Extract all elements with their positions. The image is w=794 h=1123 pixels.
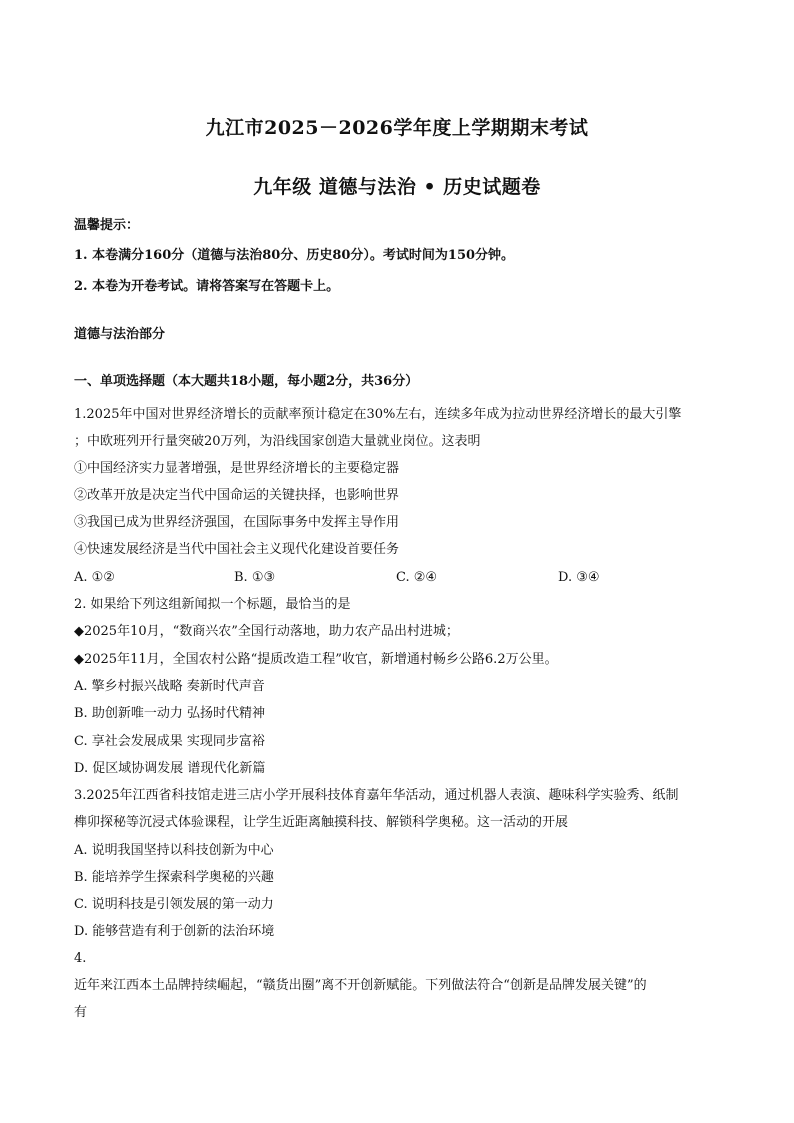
question-1-option-c: C. ②④	[396, 570, 438, 585]
question-2-news-item: ◆2025年10月，“数商兴农”全国行动落地，助力农产品出村进城；	[74, 624, 459, 639]
question-1-option-a: A. ①②	[74, 570, 115, 585]
question-1-statement: ②改革开放是决定当代中国命运的关键抉择，也影响世界	[74, 488, 400, 503]
question-3-stem: 榫卯探秘等沉浸式体验课程，让学生近距离触摸科技、解锁科学奥秘。这一活动的开展	[74, 815, 569, 830]
question-1-statement: ③我国已成为世界经济强国，在国际事务中发挥主导作用	[74, 515, 400, 530]
question-4-stem: 有	[74, 1005, 88, 1020]
question-1-option-b: B. ①③	[234, 570, 276, 585]
question-2-option-d: D. 促区域协调发展 谱现代化新篇	[74, 761, 266, 776]
question-1-statement: ④快速发展经济是当代中国社会主义现代化建设首要任务	[74, 542, 400, 557]
section-heading: 一、单项选择题（本大题共18小题，每小题2分，共36分）	[74, 374, 419, 389]
question-3-stem: 3.2025年江西省科技馆走进三店小学开展科技体育嘉年华活动，通过机器人表演、趣味科学实验秀、纸制	[74, 788, 679, 803]
question-2-option-c: C. 享社会发展成果 实现同步富裕	[74, 734, 265, 749]
question-1-option-d: D. ③④	[558, 570, 600, 585]
question-1-stem: 1.2025年中国对世界经济增长的贡献率预计稳定在30%左右，连续多年成为拉动世界经济增长的最大引擎	[74, 407, 682, 422]
question-3-option-c: C. 说明科技是引领发展的第一动力	[74, 897, 274, 912]
question-1-stem: ；中欧班列开行量突破20万列，为沿线国家创造大量就业岗位。这表明	[74, 434, 481, 449]
question-2-news-item: ◆2025年11月，全国农村公路“提质改造工程”收官，新增通村畅乡公路6.2万公里。	[74, 652, 558, 667]
question-2-stem: 2. 如果给下列这组新闻拟一个标题，最恰当的是	[74, 597, 351, 612]
question-2-option-b: B. 助创新唯一动力 弘扬时代精神	[74, 706, 265, 721]
part-title: 道德与法治部分	[74, 327, 166, 342]
exam-title: 九江市2025－2026学年度上学期期末考试	[205, 117, 589, 139]
question-4-stem: 近年来江西本土品牌持续崛起，“赣货出圈”离不开创新赋能。下列做法符合“创新是品牌发展关键”的	[74, 978, 647, 993]
exam-subtitle: 九年级 道德与法治 • 历史试题卷	[253, 176, 541, 198]
question-3-option-d: D. 能够营造有利于创新的法治环境	[74, 924, 275, 939]
question-3-option-a: A. 说明我国坚持以科技创新为中心	[74, 843, 274, 858]
question-4-number: 4.	[74, 951, 87, 966]
question-1-statement: ①中国经济实力显著增强，是世界经济增长的主要稳定器	[74, 461, 400, 476]
notice-heading: 温馨提示：	[74, 218, 140, 233]
question-2-option-a: A. 擎乡村振兴战略 奏新时代声音	[74, 679, 265, 694]
question-3-option-b: B. 能培养学生探索科学奥秘的兴趣	[74, 870, 274, 885]
notice-item: 2. 本卷为开卷考试。请将答案写在答题卡上。	[74, 279, 340, 294]
notice-item: 1. 本卷满分160分（道德与法治80分、历史80分）。考试时间为150分钟。	[74, 248, 515, 263]
